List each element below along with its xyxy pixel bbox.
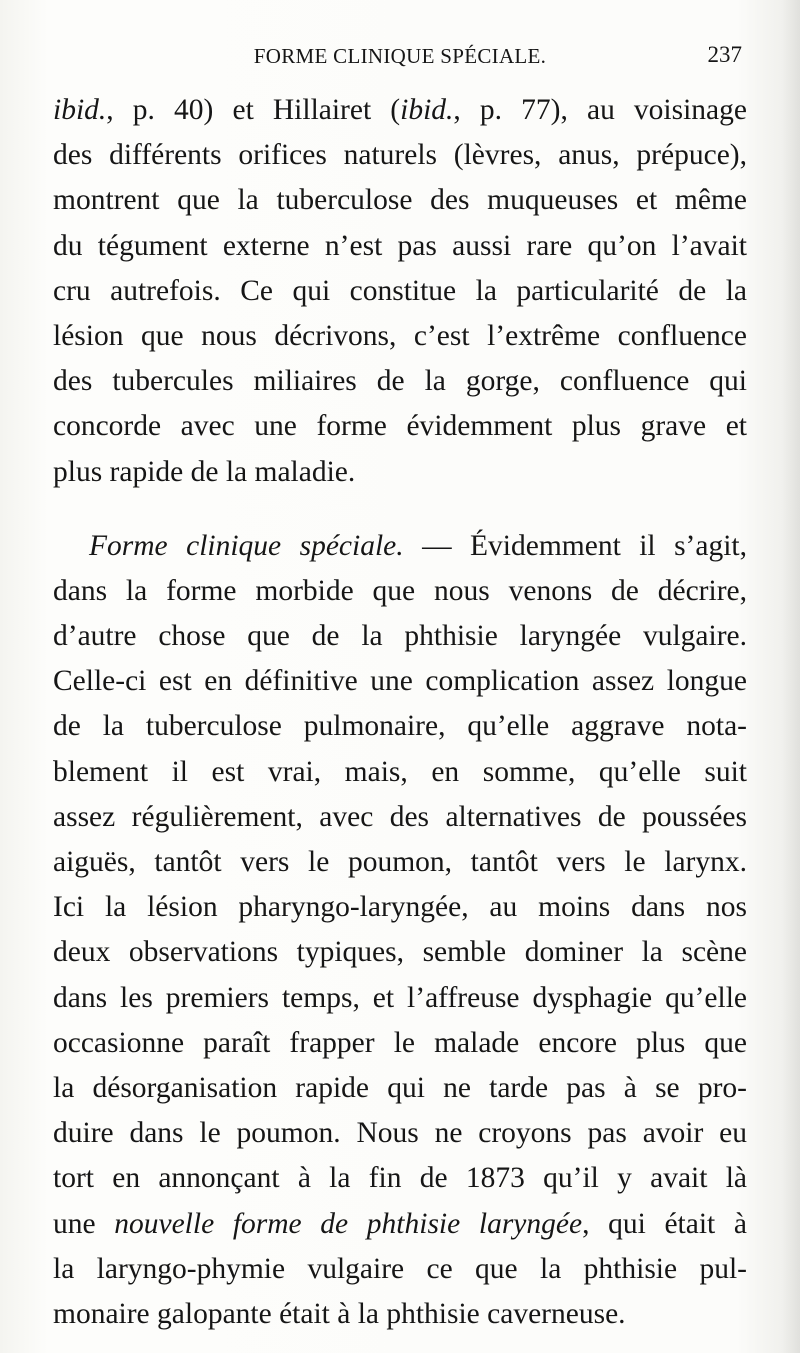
body-text bbox=[53, 88, 747, 1337]
text-line bbox=[53, 1202, 747, 1247]
text-line: montrent que la tuberculose des muqueuses et même bbox=[53, 184, 747, 217]
paragraph-1 bbox=[53, 88, 747, 495]
text-line: la désorganisation rapide qui ne tarde pas à se pro- bbox=[53, 1071, 747, 1104]
running-title: FORME CLINIQUE SPÉCIALE. bbox=[253, 44, 547, 68]
italic-phrase: nouvelle forme de phthisie laryngée bbox=[114, 1207, 583, 1240]
page-edge-shadow bbox=[782, 0, 800, 1353]
text-line: plus rapide de la maladie. bbox=[53, 455, 356, 488]
text-span: , p. 40) et Hillairet ( bbox=[106, 94, 401, 126]
text-line: duire dans le poumon. Nous ne croyons pas avoir eu bbox=[53, 1117, 747, 1150]
text-line: dans les premiers temps, et l’affreuse dysphagie qu’elle bbox=[53, 981, 747, 1014]
paragraph-2 bbox=[53, 524, 747, 1337]
text-line: occasionne paraît frapper le malade encore plus que bbox=[53, 1026, 747, 1059]
text-line: cru autrefois. Ce qui constitue la particularité de la bbox=[53, 274, 747, 307]
text-line bbox=[53, 88, 747, 133]
text-line: la laryngo-phymie vulgaire ce que la phthisie pul- bbox=[53, 1252, 747, 1285]
text-line: deux observations typiques, semble dominer la scène bbox=[53, 936, 747, 969]
text-line: blement il est vrai, mais, en somme, qu’elle suit bbox=[53, 755, 747, 788]
page-header bbox=[0, 40, 800, 76]
text-line: des tubercules miliaires de la gorge, confluence qui bbox=[53, 365, 747, 398]
text-line: lésion que nous décrivons, c’est l’extrême confluence bbox=[53, 319, 747, 352]
section-heading-italic: Forme clinique spéciale. bbox=[89, 529, 404, 562]
paragraph-gap bbox=[53, 495, 747, 524]
italic-ref: ibid. bbox=[400, 94, 454, 126]
text-span: une bbox=[53, 1207, 115, 1240]
text-line: concorde avec une forme évidemment plus grave et bbox=[53, 410, 747, 443]
text-line: de la tuberculose pulmonaire, qu’elle aggrave nota- bbox=[53, 710, 747, 743]
page-number: 237 bbox=[707, 42, 742, 67]
text-line: assez régulièrement, avec des alternatives de poussées bbox=[53, 800, 747, 833]
text-line: d’autre chose que de la phthisie laryngée vulgaire. bbox=[53, 620, 747, 653]
text-line: dans la forme morbide que nous venons de décrire, bbox=[53, 574, 747, 607]
italic-ref: ibid. bbox=[53, 94, 107, 126]
text-line: Celle-ci est en définitive une complication assez longue bbox=[53, 665, 747, 698]
text-line: Ici la lésion pharyngo-laryngée, au moins dans nos bbox=[53, 891, 747, 924]
text-line: des différents orifices naturels (lèvres, anus, prépuce), bbox=[53, 139, 747, 172]
text-line: monaire galopante était à la phthisie caverneuse. bbox=[53, 1297, 626, 1330]
text-span: — Évidemment il s’agit, bbox=[403, 529, 747, 562]
text-line bbox=[53, 524, 747, 569]
text-span: , qui était à bbox=[582, 1207, 747, 1240]
text-line: tort en annonçant à la fin de 1873 qu’il y avait là bbox=[53, 1162, 747, 1195]
text-line: du tégument externe n’est pas aussi rare qu’on l’avait bbox=[53, 229, 747, 262]
text-line: aiguës, tantôt vers le poumon, tantôt vers le larynx. bbox=[53, 846, 747, 878]
text-span: , p. 77), au voisinage bbox=[453, 94, 747, 126]
